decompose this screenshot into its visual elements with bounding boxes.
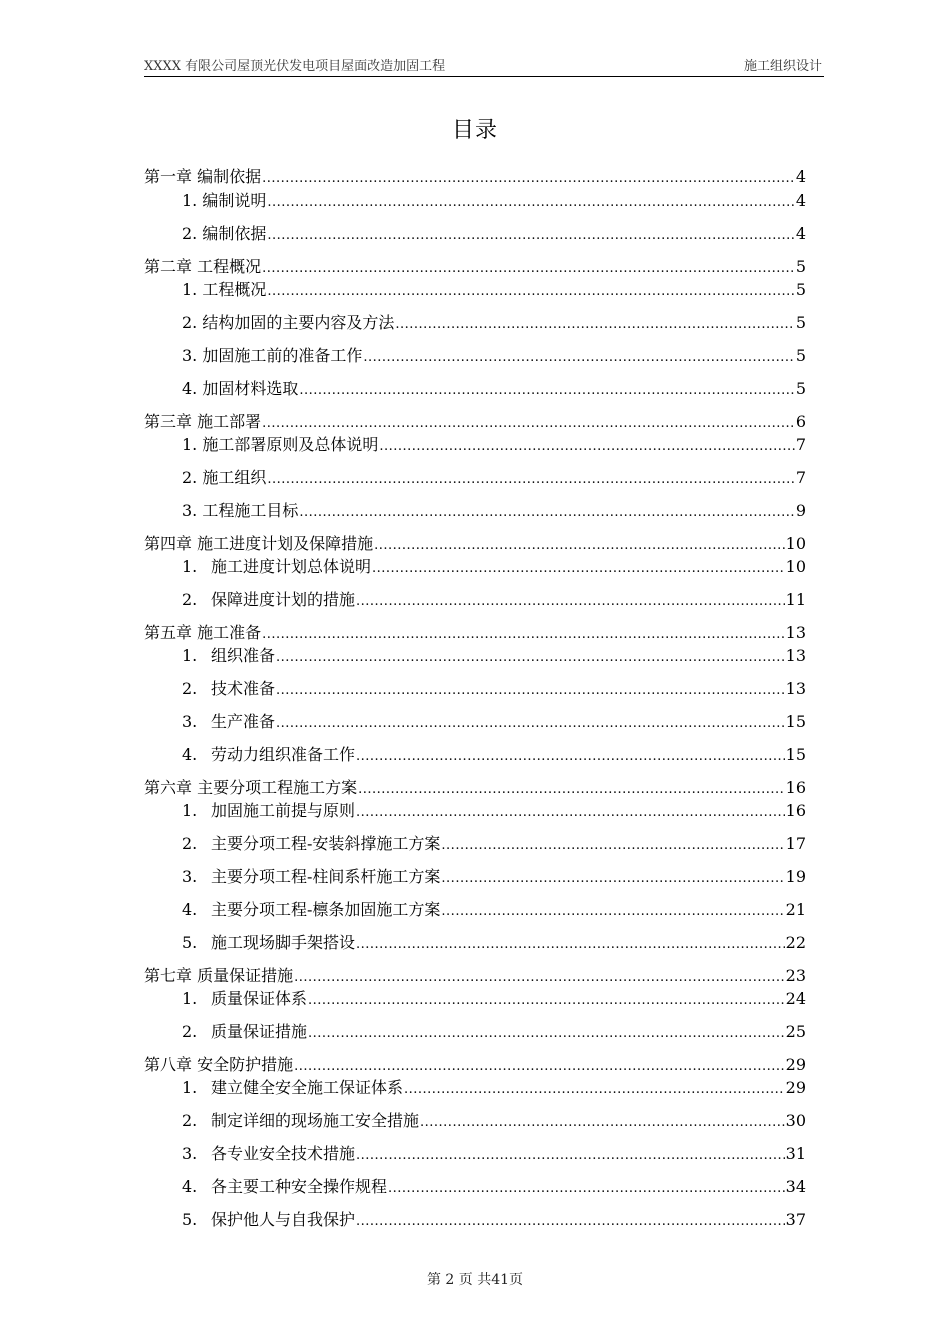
toc-page-number: 13 [785,646,806,665]
toc-entry-label [182,1110,419,1132]
toc-entry-label [182,1021,307,1043]
toc-entry-number: 5. [182,1210,198,1229]
toc-entry-label: 第四章 施工进度计划及保障措施 [144,534,374,553]
toc-section-entry[interactable] [144,643,806,667]
toc-entry-label: 第五章 施工准备 [144,623,262,642]
toc-entry-label [182,866,440,888]
toc-dot-leader [262,415,795,433]
toc-page-number: 15 [785,745,806,764]
toc-dot-leader [395,316,794,334]
toc-entry-label: 第二章 工程概况 [144,257,262,276]
toc-dot-leader [267,227,794,245]
toc-entry-label: 4. 加固材料选取 [182,379,299,398]
toc-entry-label [182,800,355,822]
toc-page-number: 16 [785,778,806,797]
toc-section-entry[interactable] [144,221,806,245]
toc-entry-label [182,589,355,611]
toc-entry-label [182,556,371,578]
toc-page-number: 22 [785,933,806,952]
toc-dot-leader [308,1025,785,1043]
toc-page-number: 9 [795,501,806,520]
toc-dot-leader [356,804,785,822]
toc-page-number: 13 [785,679,806,698]
toc-dot-leader [262,626,785,644]
toc-dot-leader [276,649,785,667]
toc-dot-leader [441,870,784,888]
toc-page-number: 5 [795,346,806,365]
toc-entry-label [182,1077,403,1099]
toc-section-entry[interactable] [144,831,806,855]
toc-entry-text: 施工现场脚手架搭设 [211,933,356,952]
toc-entry-label [182,1176,387,1198]
toc-entry-text: 施工进度计划总体说明 [211,557,372,576]
toc-entry-text: 技术准备 [211,679,276,698]
toc-section-entry[interactable] [144,1141,806,1165]
toc-entry-number: 2. [182,834,198,853]
toc-entry-text: 劳动力组织准备工作 [211,745,356,764]
toc-entry-label: 第一章 编制依据 [144,167,262,186]
toc-page-number: 5 [795,313,806,332]
toc-entry-number: 4. [182,900,198,919]
toc-entry-number: 4. [182,745,198,764]
toc-chapter-entry[interactable] [144,775,806,799]
header-document-type: 施工组织设计 [743,59,822,74]
toc-entry-text: 生产准备 [211,712,276,731]
toc-entry-text: 保障进度计划的措施 [211,590,356,609]
toc-entry-number: 5. [182,933,198,952]
toc-section-entry[interactable] [144,432,806,456]
toc-dot-leader [358,781,785,799]
toc-page-number: 29 [785,1078,806,1097]
toc-section-entry[interactable] [144,310,806,334]
toc-page-number: 17 [785,834,806,853]
toc-page-number: 11 [785,590,806,609]
toc-page-number: 5 [795,379,806,398]
toc-dot-leader [267,283,794,301]
toc-entry-label: 3. 工程施工目标 [182,501,299,520]
toc-page-number: 5 [795,257,806,276]
toc-section-entry[interactable] [144,798,806,822]
toc-dot-leader [404,1081,785,1099]
toc-entry-label [182,932,355,954]
toc-entry-label: 第三章 施工部署 [144,412,262,431]
toc-dot-leader [356,1147,785,1165]
toc-entry-label [182,645,275,667]
toc-dot-leader [262,260,795,278]
toc-entry-label [182,744,355,766]
toc-entry-number: 3. [182,712,198,731]
toc-entry-label: 2. 编制依据 [182,224,267,243]
toc-page-number: 16 [785,801,806,820]
toc-chapter-entry[interactable] [144,164,806,188]
toc-entry-label: 2. 结构加固的主要内容及方法 [182,313,395,332]
toc-dot-leader [441,903,784,921]
toc-page-number: 10 [785,534,806,553]
toc-page-number: 25 [785,1022,806,1041]
toc-page-number: 23 [785,966,806,985]
toc-dot-leader [420,1114,785,1132]
toc-entry-label: 第七章 质量保证措施 [144,966,294,985]
toc-dot-leader [356,593,785,611]
toc-entry-number: 1. [182,646,198,665]
toc-dot-leader [441,837,784,855]
toc-chapter-entry[interactable] [144,409,806,433]
toc-entry-label: 1. 工程概况 [182,280,267,299]
toc-section-entry[interactable] [144,343,806,367]
toc-chapter-entry[interactable] [144,963,806,987]
toc-entry-label [182,1209,355,1231]
toc-title: 目录 [451,118,498,143]
toc-page-number: 15 [785,712,806,731]
toc-section-entry[interactable] [144,188,806,212]
toc-page-number: 5 [795,280,806,299]
toc-page-number: 19 [785,867,806,886]
toc-chapter-entry[interactable] [144,1052,806,1076]
toc-entry-number: 2. [182,679,198,698]
toc-dot-leader [379,438,794,456]
toc-dot-leader [356,1213,785,1231]
toc-dot-leader [356,748,785,766]
toc-entry-number: 2. [182,590,198,609]
toc-section-entry[interactable] [144,709,806,733]
toc-chapter-entry[interactable] [144,620,806,644]
toc-entry-text: 组织准备 [211,646,276,665]
toc-entry-text: 质量保证体系 [211,989,308,1008]
page-header [144,56,824,77]
toc-entry-number: 2. [182,1022,198,1041]
toc-entry-text: 保护他人与自我保护 [211,1210,356,1229]
toc-entry-text: 建立健全安全施工保证体系 [211,1078,404,1097]
toc-section-entry[interactable] [144,742,806,766]
toc-entry-number: 1. [182,801,198,820]
toc-dot-leader [294,969,785,987]
toc-entry-label [182,711,275,733]
toc-section-entry[interactable] [144,1108,806,1132]
toc-entry-label [182,988,307,1010]
toc-dot-leader [308,992,785,1010]
toc-entry-label: 1. 施工部署原则及总体说明 [182,435,379,454]
toc-section-entry[interactable] [144,1207,806,1231]
toc-dot-leader [276,682,785,700]
toc-page-number: 31 [785,1144,806,1163]
toc-section-entry[interactable] [144,864,806,888]
toc-entry-label: 第八章 安全防护措施 [144,1055,294,1074]
toc-dot-leader [363,349,794,367]
header-project-title: XXXX 有限公司屋顶光伏发电项目屋面改造加固工程 [144,59,446,74]
toc-section-entry[interactable] [144,897,806,921]
toc-dot-leader [372,560,785,578]
toc-section-entry[interactable] [144,277,806,301]
toc-section-entry[interactable] [144,498,806,522]
toc-chapter-entry[interactable] [144,531,806,555]
toc-entry-label [182,899,440,921]
toc-page-number: 34 [785,1177,806,1196]
toc-page-number: 6 [795,412,806,431]
toc-entry-number: 1. [182,1078,198,1097]
toc-page-number: 7 [795,468,806,487]
toc-section-entry[interactable] [144,1019,806,1043]
toc-entry-label: 2. 施工组织 [182,468,267,487]
toc-dot-leader [299,382,794,400]
toc-dot-leader [356,936,785,954]
toc-page-number: 21 [785,900,806,919]
toc-dot-leader [299,504,794,522]
toc-section-entry[interactable] [144,1075,806,1099]
toc-page-number: 13 [785,623,806,642]
toc-entry-label [182,1143,355,1165]
toc-section-entry[interactable] [144,676,806,700]
toc-entry-text: 制定详细的现场施工安全措施 [211,1111,420,1130]
toc-entry-number: 2. [182,1111,198,1130]
page-footer: 第 2 页 共41页 [426,1272,524,1288]
toc-dot-leader [374,537,785,555]
toc-entry-text: 主要分项工程-檩条加固施工方案 [211,900,441,919]
toc-entry-number: 3. [182,1144,198,1163]
toc-dot-leader [267,194,794,212]
toc-entry-text: 主要分项工程-柱间系杆施工方案 [211,867,441,886]
toc-dot-leader [267,471,794,489]
toc-section-entry[interactable] [144,376,806,400]
toc-page-number: 37 [785,1210,806,1229]
toc-dot-leader [262,170,795,188]
toc-entry-label: 第六章 主要分项工程施工方案 [144,778,358,797]
toc-page-number: 24 [785,989,806,1008]
toc-entry-text: 各专业安全技术措施 [211,1144,356,1163]
toc-section-entry[interactable] [144,465,806,489]
toc-entry-number: 4. [182,1177,198,1196]
toc-entry-number: 3. [182,867,198,886]
toc-page-number: 29 [785,1055,806,1074]
toc-page-number: 4 [795,167,806,186]
toc-entry-number: 1. [182,989,198,1008]
toc-entry-label [182,833,440,855]
toc-dot-leader [388,1180,785,1198]
toc-section-entry[interactable] [144,554,806,578]
toc-chapter-entry[interactable] [144,254,806,278]
toc-dot-leader [294,1058,785,1076]
toc-page-number: 30 [785,1111,806,1130]
toc-section-entry[interactable] [144,587,806,611]
toc-page-number: 10 [785,557,806,576]
toc-section-entry[interactable] [144,986,806,1010]
toc-page-number: 4 [795,191,806,210]
toc-page-number: 4 [795,224,806,243]
toc-section-entry[interactable] [144,1174,806,1198]
toc-entry-label: 3. 加固施工前的准备工作 [182,346,363,365]
toc-section-entry[interactable] [144,930,806,954]
toc-entry-text: 质量保证措施 [211,1022,308,1041]
toc-entry-label: 1. 编制说明 [182,191,267,210]
toc-page-number: 7 [795,435,806,454]
toc-entry-text: 各主要工种安全操作规程 [211,1177,388,1196]
toc-entry-text: 主要分项工程-安装斜撑施工方案 [211,834,441,853]
toc-entry-number: 1. [182,557,198,576]
toc-entry-text: 加固施工前提与原则 [211,801,356,820]
toc-entry-label [182,678,275,700]
toc-dot-leader [276,715,785,733]
